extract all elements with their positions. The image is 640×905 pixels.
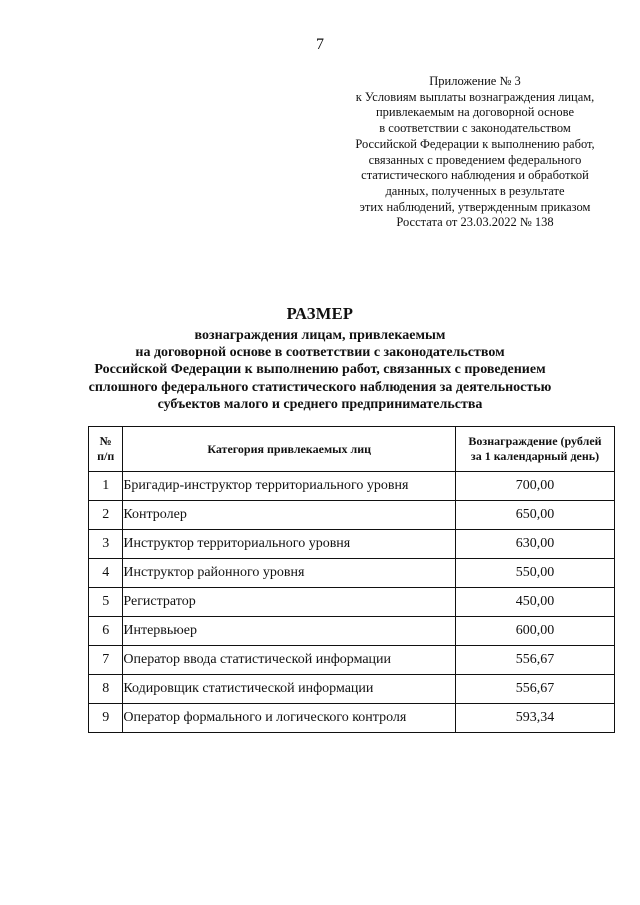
table-row	[89, 617, 615, 646]
document-subtitle	[40, 327, 600, 413]
row-payment: 556,67	[456, 675, 615, 704]
appendix-line: Росстата от 23.03.2022 № 138	[396, 215, 554, 230]
appendix-line: привлекаемым на договорной основе	[375, 105, 574, 120]
subtitle-line: Российской Федерации к выполнению работ, связанных с проведением	[94, 362, 546, 378]
table-row	[89, 588, 615, 617]
row-number: 8	[89, 675, 123, 704]
row-number: 4	[89, 559, 123, 588]
appendix-line: в соответствии с законодательством	[379, 121, 571, 136]
table-row	[89, 501, 615, 530]
subtitle-line: сплошного федерального статистического наблюдения за деятельностью	[88, 379, 552, 395]
header-payment-line1: Вознаграждение (рублей	[468, 434, 602, 448]
row-number: 7	[89, 646, 123, 675]
row-payment: 630,00	[456, 530, 615, 559]
appendix-line: статистического наблюдения и обработкой	[361, 168, 589, 183]
table-header-row	[89, 427, 615, 472]
appendix-line: данных, полученных в результате	[385, 183, 565, 198]
table-row	[89, 472, 615, 501]
row-payment: 650,00	[456, 501, 615, 530]
table-row	[89, 559, 615, 588]
header-payment-line2: за 1 календарный день)	[470, 449, 600, 463]
subtitle-line: субъектов малого и среднего предпринимательства	[157, 396, 483, 412]
row-payment: 600,00	[456, 617, 615, 646]
row-category: Инструктор территориального уровня	[123, 530, 456, 559]
header-category: Категория привлекаемых лиц	[123, 427, 456, 472]
appendix-line: Приложение № 3	[429, 74, 521, 88]
row-payment: 556,67	[456, 646, 615, 675]
appendix-header	[330, 74, 620, 231]
subtitle-line: вознаграждения лицам, привлекаемым	[194, 328, 446, 343]
rates-table	[88, 426, 615, 733]
appendix-line: этих наблюдений, утвержденным приказом	[359, 199, 591, 214]
table-row	[89, 530, 615, 559]
row-number: 5	[89, 588, 123, 617]
document-title: РАЗМЕР	[286, 304, 354, 323]
row-payment: 593,34	[456, 704, 615, 733]
header-number-line1: №	[99, 434, 112, 448]
table-row	[89, 646, 615, 675]
row-number: 9	[89, 704, 123, 733]
appendix-line: Российской Федерации к выполнению работ,	[355, 136, 595, 151]
table-row	[89, 704, 615, 733]
row-category: Интервьюер	[123, 617, 456, 646]
header-number	[89, 427, 123, 472]
appendix-line: к Условиям выплаты вознаграждения лицам,	[355, 89, 595, 104]
row-category: Инструктор районного уровня	[123, 559, 456, 588]
header-payment	[456, 427, 615, 472]
table-row	[89, 675, 615, 704]
row-category: Оператор формального и логического контроля	[123, 704, 456, 733]
row-category: Бригадир-инструктор территориального уровня	[123, 472, 456, 501]
subtitle-line: на договорной основе в соответствии с законодательством	[135, 345, 505, 361]
row-category: Контролер	[123, 501, 456, 530]
row-number: 3	[89, 530, 123, 559]
row-category: Кодировщик статистической информации	[123, 675, 456, 704]
row-category: Регистратор	[123, 588, 456, 617]
row-payment: 700,00	[456, 472, 615, 501]
row-number: 1	[89, 472, 123, 501]
row-number: 2	[89, 501, 123, 530]
row-number: 6	[89, 617, 123, 646]
header-number-line2: п/п	[97, 449, 115, 463]
appendix-line: связанных с проведением федерального	[368, 152, 582, 167]
row-category: Оператор ввода статистической информации	[123, 646, 456, 675]
row-payment: 450,00	[456, 588, 615, 617]
row-payment: 550,00	[456, 559, 615, 588]
page-number: 7	[316, 36, 324, 53]
